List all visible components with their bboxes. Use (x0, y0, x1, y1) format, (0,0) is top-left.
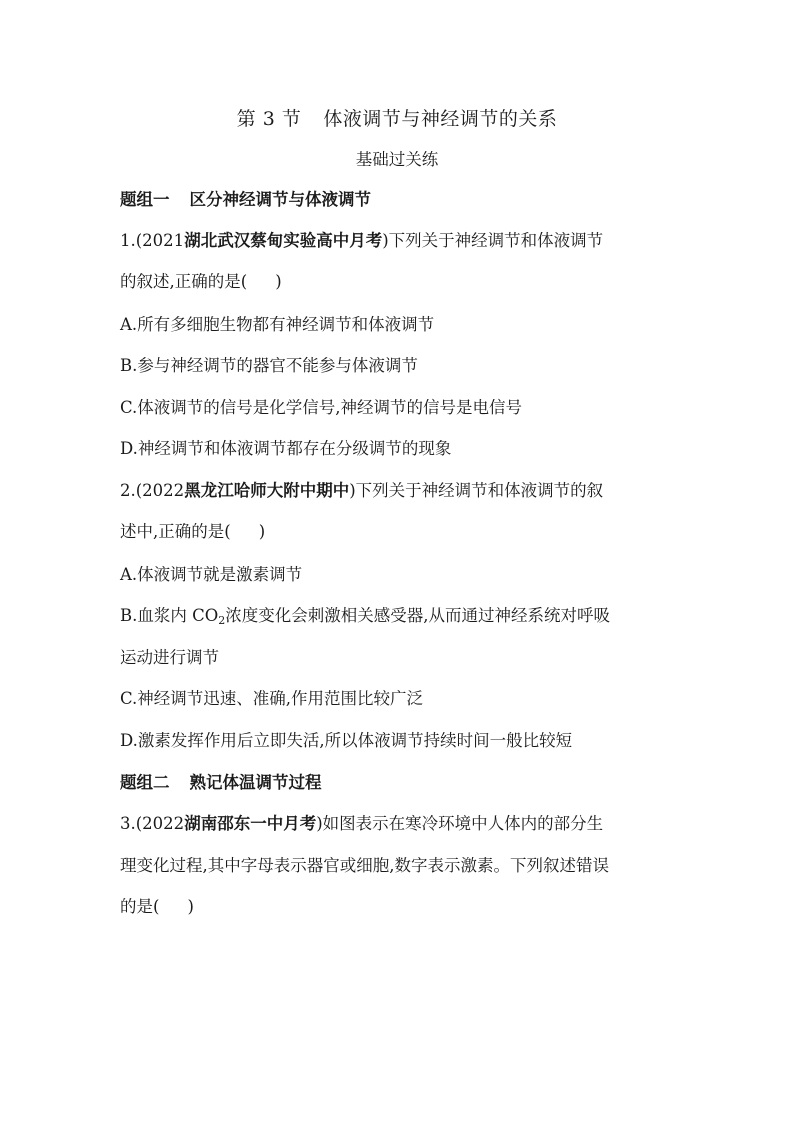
paren-close: ) (187, 897, 194, 916)
source-close: ) (382, 231, 389, 250)
option-c: C.神经调节迅速、准确,作用范围比较广泛 (120, 689, 424, 708)
question-2-line-2 (120, 520, 680, 544)
question-stem: 下列关于神经调节和体液调节 (388, 231, 604, 250)
source-close: ) (316, 814, 323, 833)
question-source: 湖南邵东一中月考 (184, 814, 317, 833)
subtitle: 基础过关练 (355, 150, 439, 169)
option-b: B.参与神经调节的器官不能参与体液调节 (120, 356, 418, 375)
source-open: (2022 (135, 814, 185, 833)
question-stem: 如图表示在寒冷环境中人体内的部分生 (322, 814, 604, 833)
question-1-line-1 (120, 229, 680, 253)
question-3-line-2: 理变化过程,其中字母表示器官或细胞,数字表示激素。下列叙述错误 (120, 856, 609, 875)
option-d: D.神经调节和体液调节都存在分级调节的现象 (120, 439, 452, 458)
question-3-line-1 (120, 812, 680, 836)
paren-close: ) (258, 522, 266, 541)
source-close: ) (349, 481, 356, 500)
option-b (120, 604, 680, 628)
source-open: (2022 (135, 481, 185, 500)
question-source: 湖北武汉蔡甸实验高中月考 (184, 231, 383, 250)
question-stem: 述中,正确的是( (120, 522, 231, 541)
group-one-heading (120, 188, 680, 212)
group-two-heading (120, 771, 680, 795)
option-a: A.所有多细胞生物都有神经调节和体液调节 (120, 315, 435, 334)
group-label: 题组一 (120, 190, 170, 209)
option-a: A.体液调节就是激素调节 (120, 565, 303, 584)
section-title-text: 体液调节与神经调节的关系 (323, 108, 558, 130)
question-number: 1. (120, 231, 136, 250)
option-d: D.激素发挥作用后立即失活,所以体液调节持续时间一般比较短 (120, 731, 573, 750)
option-b-line-2: 运动进行调节 (120, 648, 219, 667)
source-open: (2021 (135, 231, 185, 250)
group-title: 区分神经调节与体液调节 (189, 190, 371, 209)
question-stem: 的是( (120, 897, 160, 916)
paren-close: ) (275, 272, 282, 291)
question-source: 黑龙江哈师大附中期中 (184, 481, 350, 500)
option-text: 浓度变化会刺激相关感受器,从而通过神经系统对呼吸 (225, 606, 611, 625)
group-title: 熟记体温调节过程 (189, 773, 322, 792)
question-stem: 的叙述,正确的是( (120, 272, 248, 291)
question-number: 3. (120, 814, 136, 833)
group-label: 题组二 (120, 773, 170, 792)
question-2-line-1 (120, 479, 680, 503)
question-1-line-2 (120, 270, 680, 294)
question-stem: 下列关于神经调节和体液调节的叙 (355, 481, 604, 500)
option-c: C.体液调节的信号是化学信号,神经调节的信号是电信号 (120, 398, 523, 417)
question-3-line-3 (120, 895, 680, 919)
question-number: 2. (120, 481, 136, 500)
section-title (0, 104, 794, 131)
option-text: B.血浆内 CO (120, 606, 219, 625)
subscript: 2 (218, 614, 226, 627)
section-number: 第 3 节 (236, 108, 302, 130)
